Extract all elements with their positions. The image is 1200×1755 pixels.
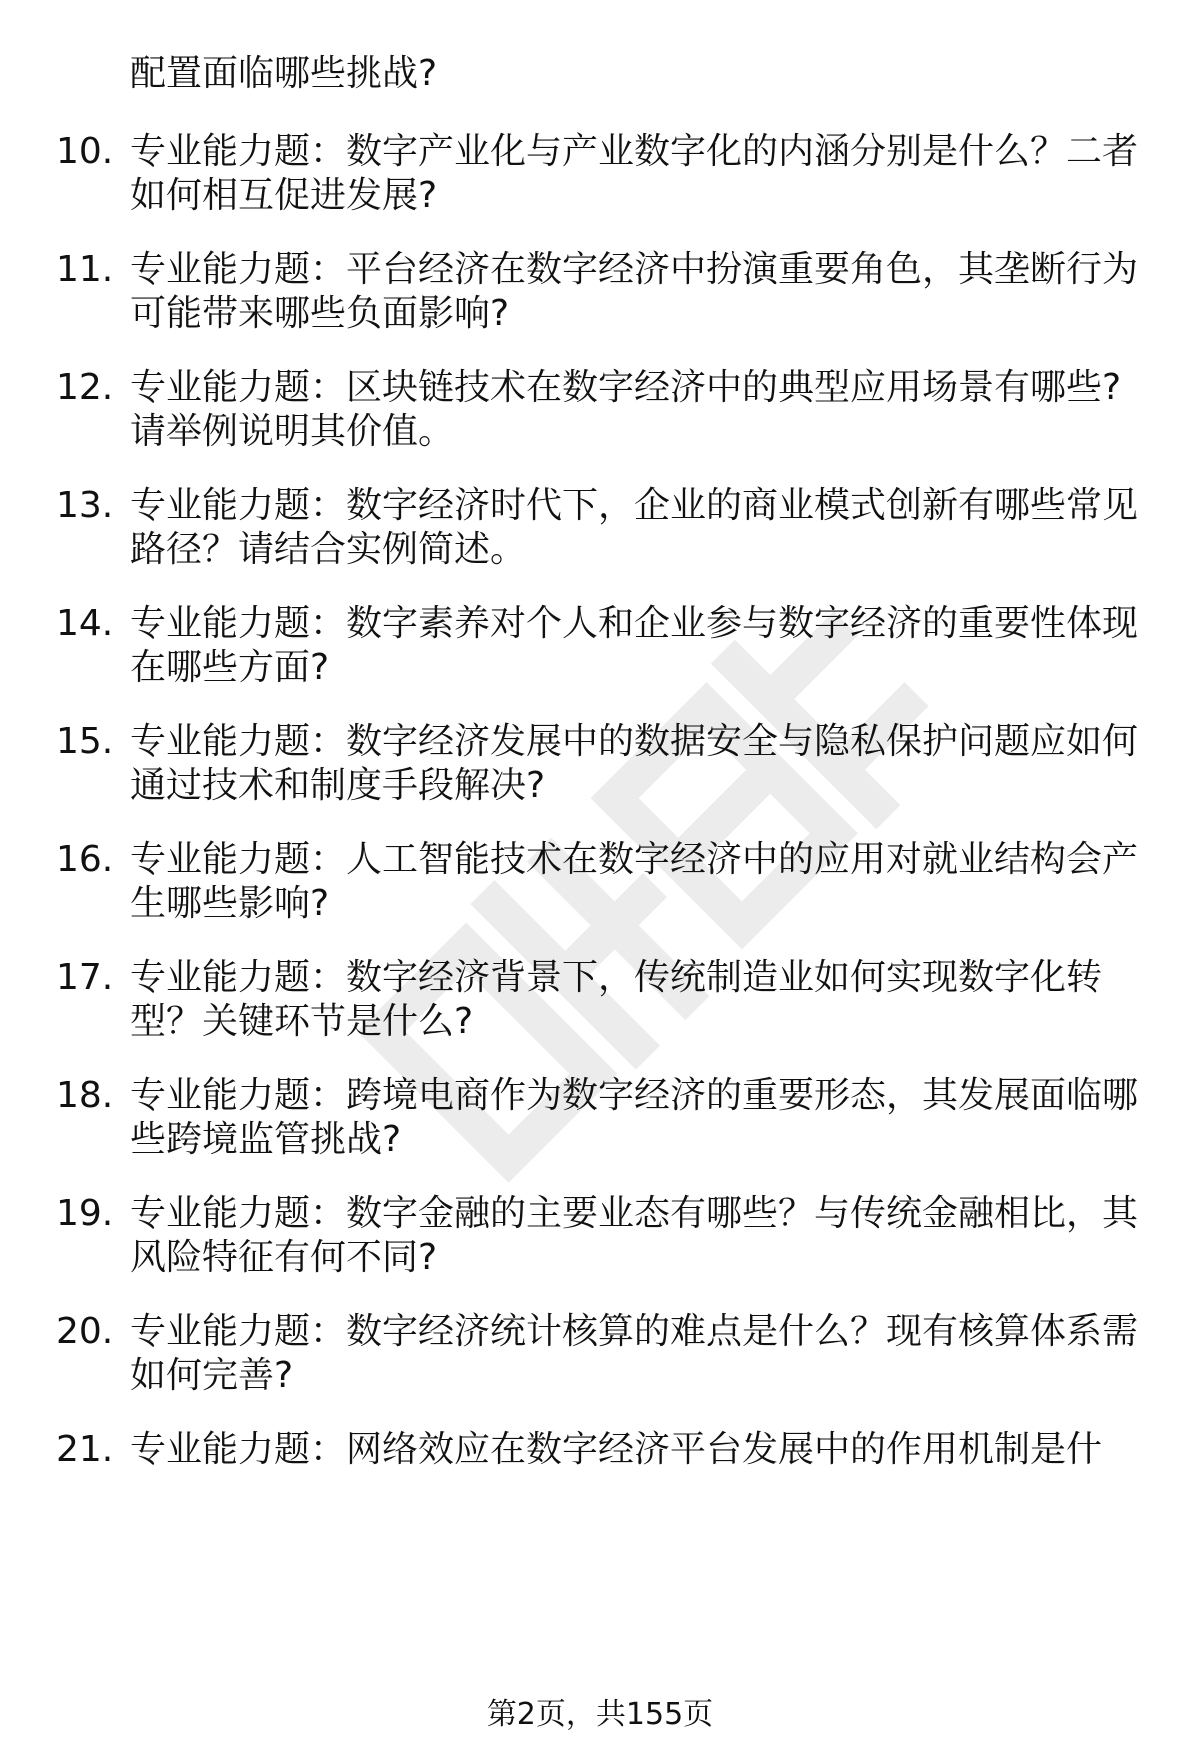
page-number-footer: 第2页，共155页 (486, 1697, 714, 1732)
question-number: 13. (56, 485, 114, 526)
list-item (0, 954, 1200, 1002)
list-item (0, 718, 1200, 766)
question-text: 专业能力题：数字素养对个人和企业参与数字经济的重要性体现 (130, 603, 1139, 644)
question-text: 如何完善? (130, 1355, 294, 1396)
list-item-continuation (0, 644, 1200, 692)
list-item (0, 1426, 1200, 1474)
list-item (0, 1190, 1200, 1238)
list-item (0, 836, 1200, 884)
list-item-continuation (0, 1352, 1200, 1400)
question-text: 专业能力题：跨境电商作为数字经济的重要形态，其发展面临哪 (130, 1075, 1139, 1116)
question-text: 路径？请结合实例简述。 (130, 529, 527, 570)
list-item-continuation (0, 998, 1200, 1046)
question-text: 专业能力题：平台经济在数字经济中扮演重要角色，其垄断行为 (130, 249, 1139, 290)
list-item (0, 482, 1200, 530)
list-item-continuation (0, 762, 1200, 810)
question-text: 通过技术和制度手段解决? (130, 765, 546, 806)
question-number: 21. (56, 1429, 114, 1470)
question-number: 10. (56, 131, 114, 172)
question-text: 专业能力题：数字经济背景下，传统制造业如何实现数字化转 (130, 957, 1103, 998)
question-text: 专业能力题：数字经济时代下，企业的商业模式创新有哪些常见 (130, 485, 1139, 526)
list-item-continuation (0, 408, 1200, 456)
list-item (0, 1072, 1200, 1120)
question-text: 风险特征有何不同? (130, 1237, 438, 1278)
list-item-continuation (0, 1234, 1200, 1282)
question-number: 19. (56, 1193, 114, 1234)
list-item-continuation (0, 880, 1200, 928)
question-number: 15. (56, 721, 114, 762)
question-text: 型？关键环节是什么? (130, 1001, 474, 1042)
question-number: 14. (56, 603, 114, 644)
list-item-continuation (0, 526, 1200, 574)
list-item (0, 600, 1200, 648)
list-item-continuation (0, 1116, 1200, 1164)
question-text: 生哪些影响? (130, 883, 330, 924)
question-text: 专业能力题：数字金融的主要业态有哪些？与传统金融相比，其 (130, 1193, 1139, 1234)
question-text: 专业能力题：人工智能技术在数字经济中的应用对就业结构会产 (130, 839, 1139, 880)
list-item-continuation (0, 172, 1200, 220)
question-text: 专业能力题：网络效应在数字经济平台发展中的作用机制是什 (130, 1429, 1103, 1470)
question-number: 16. (56, 839, 114, 880)
question-text: 如何相互促进发展? (130, 175, 438, 216)
list-item-continuation (0, 290, 1200, 338)
question-text: 请举例说明其价值。 (130, 411, 455, 452)
list-item (0, 1308, 1200, 1356)
question-number: 18. (56, 1075, 114, 1116)
question-text: 专业能力题：数字产业化与产业数字化的内涵分别是什么？二者 (130, 131, 1139, 172)
question-number: 17. (56, 957, 114, 998)
question-text: 可能带来哪些负面影响? (130, 293, 510, 334)
question-number: 20. (56, 1311, 114, 1352)
continuation-line (0, 50, 1200, 98)
question-continuation: 配置面临哪些挑战? (130, 53, 438, 94)
list-item (0, 246, 1200, 294)
question-text: 专业能力题：区块链技术在数字经济中的典型应用场景有哪些? (130, 367, 1122, 408)
list-item (0, 364, 1200, 412)
question-text: 些跨境监管挑战? (130, 1119, 402, 1160)
question-number: 12. (56, 367, 114, 408)
question-text: 专业能力题：数字经济统计核算的难点是什么？现有核算体系需 (130, 1311, 1139, 1352)
question-text: 专业能力题：数字经济发展中的数据安全与隐私保护问题应如何 (130, 721, 1139, 762)
question-text: 在哪些方面? (130, 647, 330, 688)
list-item (0, 128, 1200, 176)
question-number: 11. (56, 249, 114, 290)
